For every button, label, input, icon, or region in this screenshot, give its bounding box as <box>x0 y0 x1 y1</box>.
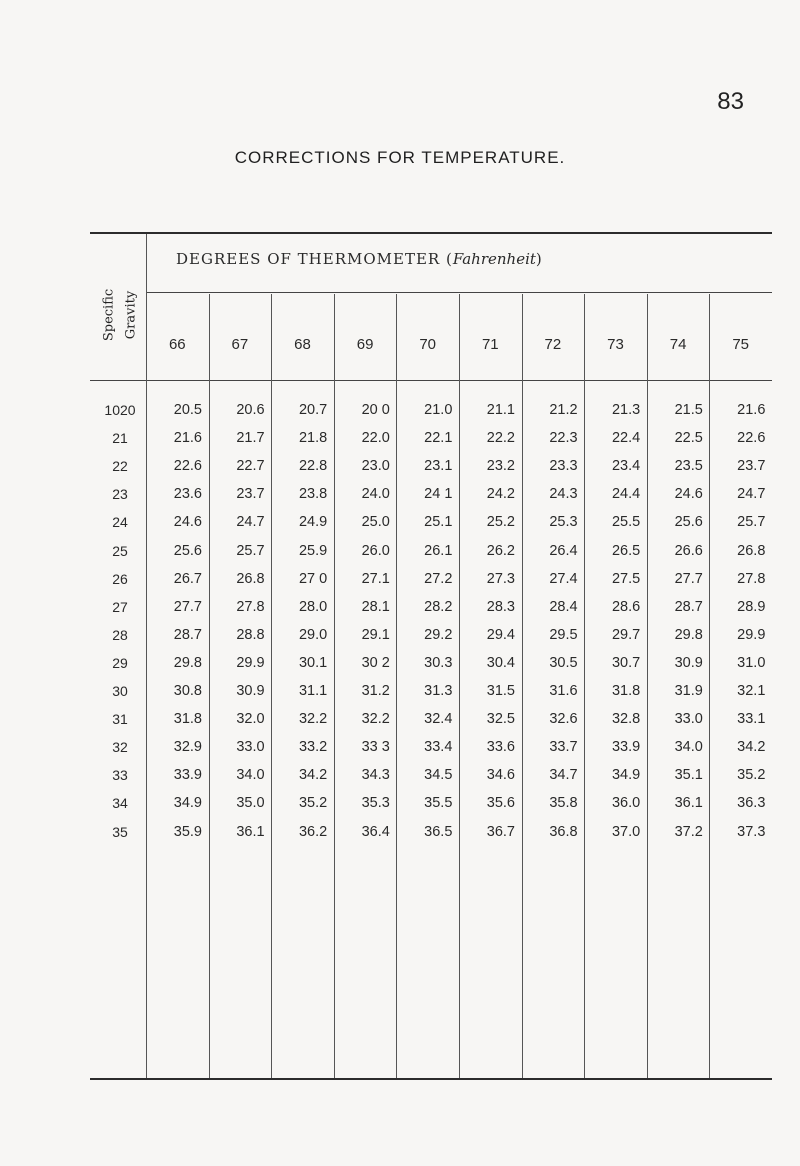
table-cell: 24.6 <box>674 486 703 503</box>
table-cell: 22.7 <box>236 458 265 475</box>
table-cell: 23.4 <box>611 458 641 475</box>
table-cell: 23.1 <box>424 458 453 475</box>
table-cell: 20 0 <box>361 402 390 418</box>
table-cell: 23.3 <box>549 458 578 475</box>
table-cell: 34.9 <box>173 795 202 812</box>
table-cell: 31.3 <box>424 683 453 699</box>
table-cell: 25.7 <box>236 542 265 559</box>
table-cell: 37.2 <box>674 823 703 840</box>
table-cell: 22.8 <box>298 458 328 475</box>
table-cell: 22.6 <box>737 430 766 447</box>
table-cell: 36.7 <box>486 823 515 840</box>
column-header: 67 <box>231 336 249 353</box>
table-cell: 35.1 <box>674 767 703 784</box>
table-cell: 24.3 <box>549 486 578 503</box>
table-cell: 35.0 <box>236 795 265 812</box>
stub-header-gravity <box>116 250 146 380</box>
table-cell: 22.6 <box>173 458 202 475</box>
table-cell: 23.5 <box>674 458 703 475</box>
table-cell: 33.9 <box>611 739 641 756</box>
table-row <box>90 514 772 542</box>
table-cell: 21.2 <box>549 402 578 418</box>
table-cell: 36.5 <box>424 823 453 840</box>
table-cell: 32.5 <box>486 711 515 728</box>
table-cell: 25.5 <box>611 514 641 531</box>
stub-header-gravity-label: Gravity <box>123 290 139 340</box>
table-cell: 21.3 <box>611 402 641 418</box>
group-header-unit: Fahrenheit <box>452 250 536 268</box>
table-cell: 37.0 <box>611 823 641 840</box>
table-row <box>90 543 772 571</box>
table-cell: 24.6 <box>173 514 202 531</box>
table-header-rule <box>90 380 772 381</box>
table-cell: 33.0 <box>674 711 703 728</box>
table-cell: 27.8 <box>737 570 766 587</box>
specific-gravity-cell: 35 <box>112 823 128 840</box>
table-cell: 22.2 <box>486 430 515 447</box>
table-cell: 35.2 <box>737 767 766 784</box>
table-cell: 30.5 <box>549 654 578 671</box>
column-header: 66 <box>168 336 186 353</box>
column-header: 75 <box>732 336 750 353</box>
table-cell: 26.5 <box>611 542 641 559</box>
table-cell: 23.0 <box>361 458 390 475</box>
table-cell: 30.9 <box>674 654 703 671</box>
table-cell: 33.9 <box>173 767 202 784</box>
table-cell: 25.2 <box>486 514 515 531</box>
table-cell: 32.9 <box>173 739 202 756</box>
table-cell: 29.8 <box>674 626 703 643</box>
table-cell: 36.3 <box>737 795 766 812</box>
table-cell: 36.1 <box>674 795 703 812</box>
table-cell: 26.4 <box>549 542 578 559</box>
specific-gravity-cell: 29 <box>112 654 128 671</box>
specific-gravity-cell: 24 <box>112 514 128 531</box>
column-header: 71 <box>481 336 499 353</box>
column-header: 68 <box>294 336 311 353</box>
specific-gravity-cell: 33 <box>112 767 128 784</box>
table-cell: 29.2 <box>424 626 453 643</box>
table-cell: 24.2 <box>486 486 515 503</box>
column-header: 72 <box>544 336 562 353</box>
table-cell: 30 2 <box>361 654 390 671</box>
table-cell: 34.5 <box>424 767 453 784</box>
group-header-suffix: ) <box>535 250 543 268</box>
table-cell: 25.0 <box>361 514 390 531</box>
table-cell: 28.8 <box>236 626 265 643</box>
table-cell: 27.2 <box>424 570 453 587</box>
table-cell: 25.6 <box>674 514 703 531</box>
table-cell: 37.3 <box>737 823 766 840</box>
table-cell: 28.1 <box>361 598 390 615</box>
table-cell: 23.7 <box>236 486 265 503</box>
table-row <box>90 486 772 514</box>
table-row <box>90 795 772 823</box>
table-cell: 26.7 <box>173 570 202 587</box>
table-cell: 33.1 <box>737 711 766 728</box>
table-cell: 23.8 <box>298 486 328 503</box>
table-cell: 29.1 <box>361 626 390 643</box>
table-cell: 28.0 <box>298 598 328 615</box>
table-row <box>90 571 772 599</box>
table-cell: 29.0 <box>298 626 328 643</box>
correction-table <box>90 232 772 1080</box>
table-cell: 29.8 <box>173 654 202 671</box>
table-bottom-rule <box>90 1078 772 1080</box>
table-cell: 36.8 <box>549 823 578 840</box>
group-header <box>146 250 772 268</box>
table-cell: 25.6 <box>173 542 202 559</box>
table-cell: 36.1 <box>236 823 265 840</box>
table-cell: 25.9 <box>298 542 328 559</box>
table-cell: 26.1 <box>424 542 453 559</box>
table-cell: 33.0 <box>236 739 265 756</box>
table-cell: 25.1 <box>424 514 453 531</box>
table-cell: 20.7 <box>298 402 328 418</box>
table-cell: 33.2 <box>298 739 328 756</box>
table-cell: 36.0 <box>611 795 641 812</box>
table-cell: 26.2 <box>486 542 515 559</box>
specific-gravity-cell: 25 <box>112 542 128 559</box>
column-header: 73 <box>607 336 624 353</box>
table-cell: 30.9 <box>236 683 265 699</box>
table-cell: 34.2 <box>737 739 766 756</box>
table-cell: 25.3 <box>549 514 578 531</box>
table-cell: 31.6 <box>549 683 578 699</box>
table-cell: 33.4 <box>424 739 453 756</box>
table-cell: 29.5 <box>549 626 578 643</box>
table-cell: 35.8 <box>549 795 578 812</box>
table-cell: 25.7 <box>737 514 766 531</box>
table-cell: 35.2 <box>298 795 328 812</box>
table-cell: 20.5 <box>173 402 202 418</box>
table-cell: 24.4 <box>611 486 641 503</box>
table-cell: 22.3 <box>549 430 578 447</box>
table-cell: 33.7 <box>549 739 578 756</box>
table-cell: 36.2 <box>298 823 328 840</box>
group-header-prefix: DEGREES OF THERMOMETER ( <box>176 250 453 268</box>
table-cell: 23.7 <box>737 458 766 475</box>
table-row <box>90 599 772 627</box>
table-cell: 29.9 <box>236 654 265 671</box>
table-row <box>90 402 772 430</box>
table-cell: 28.2 <box>424 598 453 615</box>
table-cell: 30.8 <box>173 683 202 699</box>
table-cell: 36.4 <box>361 823 390 840</box>
table-cell: 21.0 <box>424 402 453 418</box>
table-cell: 27 0 <box>298 570 328 587</box>
table-cell: 35.5 <box>424 795 453 812</box>
table-cell: 30.7 <box>611 654 641 671</box>
specific-gravity-cell: 30 <box>112 683 128 699</box>
table-cell: 21.8 <box>298 430 328 447</box>
table-cell: 26.0 <box>361 542 390 559</box>
table-cell: 22.4 <box>611 430 641 447</box>
table-cell: 21.5 <box>674 402 703 418</box>
table-cell: 32.1 <box>737 683 766 699</box>
table-top-rule <box>90 232 772 234</box>
table-row <box>90 458 772 486</box>
table-cell: 29.4 <box>486 626 515 643</box>
table-cell: 34.0 <box>674 739 703 756</box>
table-cell: 34.9 <box>611 767 641 784</box>
table-cell: 21.6 <box>173 430 202 447</box>
table-cell: 22.0 <box>361 430 390 447</box>
table-cell: 27.8 <box>236 598 265 615</box>
table-cell: 21.7 <box>236 430 265 447</box>
table-subheader-rule <box>146 292 772 293</box>
table-cell: 34.6 <box>486 767 515 784</box>
specific-gravity-cell: 1020 <box>104 402 136 418</box>
table-row <box>90 824 772 852</box>
table-cell: 35.3 <box>361 795 390 812</box>
stub-header-specific-label: Specific <box>101 288 117 342</box>
specific-gravity-cell: 32 <box>112 739 128 756</box>
table-cell: 35.9 <box>173 823 202 840</box>
table-cell: 28.6 <box>611 598 641 615</box>
table-row <box>90 627 772 655</box>
table-cell: 30.1 <box>298 654 328 671</box>
table-cell: 32.2 <box>298 711 328 728</box>
page-title: CORRECTIONS FOR TEMPERATURE. <box>234 148 566 167</box>
specific-gravity-cell: 23 <box>112 486 128 503</box>
table-cell: 27.1 <box>361 570 390 587</box>
specific-gravity-cell: 21 <box>112 430 128 447</box>
table-cell: 32.2 <box>361 711 390 728</box>
table-cell: 28.4 <box>549 598 578 615</box>
table-cell: 26.6 <box>674 542 703 559</box>
column-header: 70 <box>419 336 437 353</box>
table-cell: 28.7 <box>674 598 703 615</box>
column-header: 74 <box>669 336 687 353</box>
table-cell: 33.6 <box>486 739 515 756</box>
table-cell: 34.2 <box>298 767 328 784</box>
table-row <box>90 739 772 767</box>
table-cell: 32.6 <box>549 711 578 728</box>
table-cell: 35.6 <box>486 795 515 812</box>
specific-gravity-cell: 27 <box>112 598 128 615</box>
table-cell: 20.6 <box>236 402 265 418</box>
table-cell: 24.7 <box>236 514 265 531</box>
table-cell: 29.9 <box>737 626 766 643</box>
specific-gravity-cell: 31 <box>112 711 128 728</box>
table-row <box>90 767 772 795</box>
table-cell: 27.7 <box>674 570 703 587</box>
table-cell: 31.2 <box>361 683 390 699</box>
table-cell: 23.2 <box>486 458 515 475</box>
table-row <box>90 430 772 458</box>
column-header: 69 <box>356 336 374 353</box>
table-cell: 28.7 <box>173 626 202 643</box>
page-number: 83 <box>717 88 744 115</box>
table-cell: 27.5 <box>611 570 641 587</box>
table-cell: 34.3 <box>361 767 390 784</box>
table-cell: 34.0 <box>236 767 265 784</box>
table-cell: 21.6 <box>737 402 766 418</box>
table-cell: 24.9 <box>298 514 328 531</box>
table-cell: 31.1 <box>298 683 328 699</box>
table-cell: 26.8 <box>236 570 265 587</box>
table-cell: 33 3 <box>361 739 390 756</box>
table-row <box>90 683 772 711</box>
table-cell: 31.0 <box>737 654 766 671</box>
table-cell: 24.7 <box>737 486 766 503</box>
table-cell: 32.8 <box>611 711 641 728</box>
table-cell: 31.9 <box>674 683 703 699</box>
table-cell: 32.4 <box>424 711 453 728</box>
table-cell: 30.4 <box>486 654 515 671</box>
table-row <box>90 711 772 739</box>
table-cell: 31.5 <box>486 683 515 699</box>
table-cell: 26.8 <box>737 542 766 559</box>
specific-gravity-cell: 34 <box>112 795 128 812</box>
table-cell: 29.7 <box>611 626 641 643</box>
table-cell: 31.8 <box>173 711 202 728</box>
table-cell: 24 1 <box>424 486 453 503</box>
table-cell: 30.3 <box>424 654 453 671</box>
table-row <box>90 655 772 683</box>
table-cell: 22.5 <box>674 430 703 447</box>
table-cell: 23.6 <box>173 486 202 503</box>
table-cell: 27.7 <box>173 598 202 615</box>
table-cell: 24.0 <box>361 486 390 503</box>
table-cell: 31.8 <box>611 683 641 699</box>
table-cell: 27.3 <box>486 570 515 587</box>
table-cell: 28.3 <box>486 598 515 615</box>
table-cell: 27.4 <box>549 570 578 587</box>
table-cell: 32.0 <box>236 711 265 728</box>
table-cell: 28.9 <box>737 598 766 615</box>
specific-gravity-cell: 28 <box>112 626 128 643</box>
specific-gravity-cell: 22 <box>112 458 128 475</box>
table-cell: 21.1 <box>486 402 515 418</box>
table-cell: 34.7 <box>549 767 578 784</box>
table-cell: 22.1 <box>424 430 453 447</box>
specific-gravity-cell: 26 <box>112 570 128 587</box>
